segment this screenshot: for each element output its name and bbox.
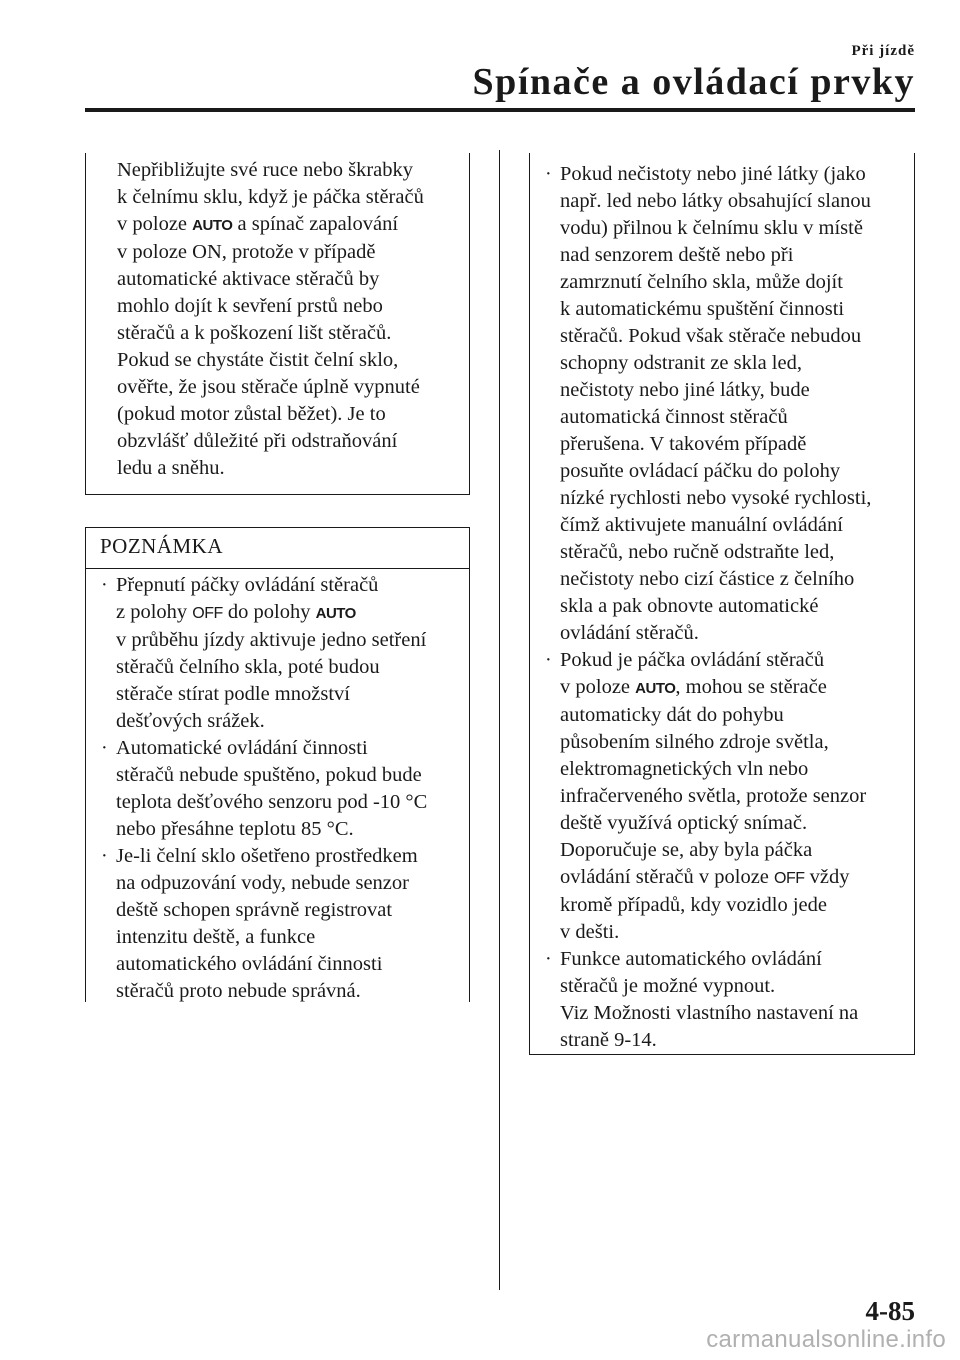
- text-segment: stěračů a k poškození lišt stěračů.: [117, 322, 392, 344]
- bullet-dot-icon: ·: [101, 845, 108, 867]
- text-line: [560, 702, 914, 729]
- text-segment: deště využívá optický snímač.: [560, 812, 808, 834]
- text-segment: Přepnutí páčky ovládání stěračů: [116, 574, 379, 596]
- text-segment: deště schopen správně registrovat: [116, 899, 393, 921]
- list-item: [530, 647, 914, 946]
- caution-box: [85, 153, 470, 495]
- text-segment: dešťových srážek.: [116, 710, 265, 732]
- text-segment: intenzitu deště, a funkce: [116, 926, 316, 948]
- text-line: [560, 404, 914, 431]
- text-segment: nízké rychlosti nebo vysoké rychlosti,: [560, 487, 872, 509]
- text-line: [116, 681, 469, 708]
- text-line: [116, 870, 469, 897]
- text-line: [560, 892, 914, 919]
- text-segment: stěračů čelního skla, poté budou: [116, 656, 380, 678]
- switch-position-off-label: OFF: [192, 605, 223, 622]
- switch-position-auto-label: AUTO: [635, 680, 676, 697]
- bullet-dot-icon: ·: [545, 163, 552, 185]
- text-line: [117, 157, 424, 184]
- text-line: [117, 428, 424, 455]
- text-segment: stěračů. Pokud však stěrače nebudou: [560, 325, 862, 347]
- text-line: [560, 458, 914, 485]
- text-segment: automatického ovládání činnosti: [116, 953, 383, 975]
- list-item: [86, 735, 469, 843]
- switch-position-off-label: OFF: [774, 870, 805, 887]
- text-segment: k čelnímu sklu, když je páčka stěračů: [117, 186, 424, 208]
- text-segment: Je-li čelní sklo ošetřeno prostředkem: [116, 845, 418, 867]
- text-line: [116, 627, 469, 654]
- text-line: [116, 951, 469, 978]
- switch-position-auto-label: AUTO: [192, 217, 233, 234]
- text-segment: stěračů proto nebude správná.: [116, 980, 361, 1002]
- text-segment: Pokud nečistoty nebo jiné látky (jako: [560, 163, 866, 185]
- text-segment: (pokud motor zůstal běžet). Je to: [117, 403, 386, 425]
- text-line: [116, 735, 469, 762]
- text-line: [117, 374, 424, 401]
- text-segment: mohlo dojít k sevření prstů nebo: [117, 295, 383, 317]
- text-segment: ledu a sněhu.: [117, 457, 225, 479]
- text-line: [560, 539, 914, 566]
- text-line: [560, 973, 914, 1000]
- text-segment: obzvlášť důležité při odstraňování: [117, 430, 398, 452]
- text-segment: automatické aktivace stěračů by: [117, 268, 380, 290]
- right-note-box: [529, 153, 915, 1055]
- text-line: [560, 215, 914, 242]
- text-line: [116, 789, 469, 816]
- text-line: [560, 729, 914, 756]
- text-line: [560, 674, 914, 702]
- text-segment: působením silného zdroje světla,: [560, 731, 829, 753]
- text-line: [560, 350, 914, 377]
- text-segment: ovládání stěračů v poloze: [560, 866, 775, 888]
- text-line: [117, 347, 424, 374]
- text-line: [116, 572, 469, 599]
- text-line: [116, 897, 469, 924]
- list-item: [530, 946, 914, 1054]
- text-segment: v poloze ON, protože v případě: [117, 241, 376, 263]
- text-segment: Pokud je páčka ovládání stěračů: [560, 649, 825, 671]
- text-segment: vždy: [804, 866, 850, 888]
- text-line: [560, 431, 914, 458]
- text-segment: nečistoty nebo cizí částice z čelního: [560, 568, 855, 590]
- text-segment: čímž aktivujete manuální ovládání: [560, 514, 843, 536]
- text-line: [560, 188, 914, 215]
- column-divider: [499, 150, 500, 1290]
- text-segment: na odpuzování vody, nebude senzor: [116, 872, 409, 894]
- bullet-dot-icon: ·: [101, 737, 108, 759]
- text-line: [560, 783, 914, 810]
- text-segment: infračerveného světla, protože senzor: [560, 785, 867, 807]
- page-title: Spínače a ovládací prvky: [472, 61, 915, 103]
- page-number: 4-85: [865, 1296, 915, 1326]
- text-segment: z polohy: [116, 601, 193, 623]
- text-segment: automatická činnost stěračů: [560, 406, 788, 428]
- list-item: [530, 161, 914, 647]
- text-segment: v poloze: [560, 676, 636, 698]
- caution-text: [117, 157, 424, 482]
- text-segment: Viz Možnosti vlastního nastavení na: [560, 1002, 859, 1024]
- right-note-bullet-list: [530, 161, 914, 1054]
- text-segment: Funkce automatického ovládání: [560, 948, 822, 970]
- text-line: [560, 837, 914, 864]
- text-line: [116, 599, 469, 627]
- text-segment: a spínač zapalování: [232, 213, 399, 235]
- text-segment: posuňte ovládací páčku do polohy: [560, 460, 841, 482]
- text-line: [560, 864, 914, 892]
- text-segment: kromě případů, kdy vozidlo jede: [560, 894, 828, 916]
- text-segment: Nepřibližujte své ruce nebo škrabky: [117, 159, 414, 181]
- note-heading: POZNÁMKA: [100, 534, 224, 558]
- text-segment: zamrznutí čelního skla, může dojít: [560, 271, 843, 293]
- text-segment: ovládání stěračů.: [560, 622, 699, 644]
- text-line: [560, 512, 914, 539]
- text-segment: skla a pak obnovte automatické: [560, 595, 819, 617]
- text-line: [560, 296, 914, 323]
- bullet-dot-icon: ·: [101, 574, 108, 596]
- text-segment: stěračů je možné vypnout.: [560, 975, 776, 997]
- text-line: [560, 377, 914, 404]
- text-segment: např. led nebo látky obsahující slanou: [560, 190, 871, 212]
- list-item: [86, 572, 469, 735]
- text-segment: , mohou se stěrače: [675, 676, 827, 698]
- header-rule: [85, 108, 915, 112]
- list-item: [86, 843, 469, 1005]
- text-segment: stěrače stírat podle množství: [116, 683, 350, 705]
- text-line: [116, 843, 469, 870]
- text-segment: v průběhu jízdy aktivuje jedno setření: [116, 629, 427, 651]
- text-segment: Automatické ovládání činnosti: [116, 737, 368, 759]
- text-line: [560, 269, 914, 296]
- text-segment: teplota dešťového senzoru pod -10 °C: [116, 791, 428, 813]
- text-segment: vodu) přilnou k čelnímu sklu v místě: [560, 217, 863, 239]
- text-line: [117, 266, 424, 293]
- text-line: [560, 1000, 914, 1027]
- text-line: [116, 978, 469, 1005]
- text-line: [117, 455, 424, 482]
- text-segment: nad senzorem deště nebo při: [560, 244, 794, 266]
- text-line: [560, 566, 914, 593]
- text-segment: Pokud se chystáte čistit čelní sklo,: [117, 349, 399, 371]
- text-line: [560, 756, 914, 783]
- note-box: [85, 527, 470, 1002]
- text-line: [117, 184, 424, 211]
- note-heading-rule: [86, 568, 469, 569]
- text-line: [560, 1027, 914, 1054]
- text-line: [560, 810, 914, 837]
- text-line: [560, 946, 914, 973]
- text-line: [116, 762, 469, 789]
- text-segment: k automatickému spuštění činnosti: [560, 298, 845, 320]
- switch-position-auto-label: AUTO: [315, 605, 356, 622]
- text-line: [560, 593, 914, 620]
- text-line: [560, 161, 914, 188]
- text-segment: schopny odstranit ze skla led,: [560, 352, 802, 374]
- text-line: [560, 647, 914, 674]
- text-segment: straně 9-14.: [560, 1029, 657, 1051]
- text-line: [117, 239, 424, 266]
- note-bullet-list: [86, 572, 469, 1005]
- bullet-dot-icon: ·: [545, 649, 552, 671]
- text-segment: automaticky dát do pohybu: [560, 704, 784, 726]
- text-segment: Doporučuje se, aby byla páčka: [560, 839, 813, 861]
- text-line: [560, 242, 914, 269]
- text-line: [560, 485, 914, 512]
- text-line: [560, 919, 914, 946]
- text-line: [117, 211, 424, 239]
- text-segment: do polohy: [222, 601, 316, 623]
- text-line: [116, 924, 469, 951]
- text-line: [117, 401, 424, 428]
- text-line: [560, 323, 914, 350]
- text-segment: elektromagnetických vln nebo: [560, 758, 809, 780]
- text-line: [116, 708, 469, 735]
- text-line: [560, 620, 914, 647]
- text-segment: stěračů nebude spuštěno, pokud bude: [116, 764, 422, 786]
- text-segment: ověřte, že jsou stěrače úplně vypnuté: [117, 376, 420, 398]
- text-segment: stěračů, nebo ručně odstraňte led,: [560, 541, 835, 563]
- text-line: [117, 293, 424, 320]
- text-segment: v dešti.: [560, 921, 620, 943]
- section-label: Při jízdě: [851, 43, 915, 59]
- text-segment: nečistoty nebo jiné látky, bude: [560, 379, 810, 401]
- watermark-text: carmanualsonline.info: [706, 1326, 946, 1353]
- text-segment: přerušena. V takovém případě: [560, 433, 807, 455]
- bullet-dot-icon: ·: [545, 948, 552, 970]
- text-line: [116, 816, 469, 843]
- text-line: [117, 320, 424, 347]
- text-segment: nebo přesáhne teplotu 85 °C.: [116, 818, 354, 840]
- text-segment: v poloze: [117, 213, 193, 235]
- text-line: [116, 654, 469, 681]
